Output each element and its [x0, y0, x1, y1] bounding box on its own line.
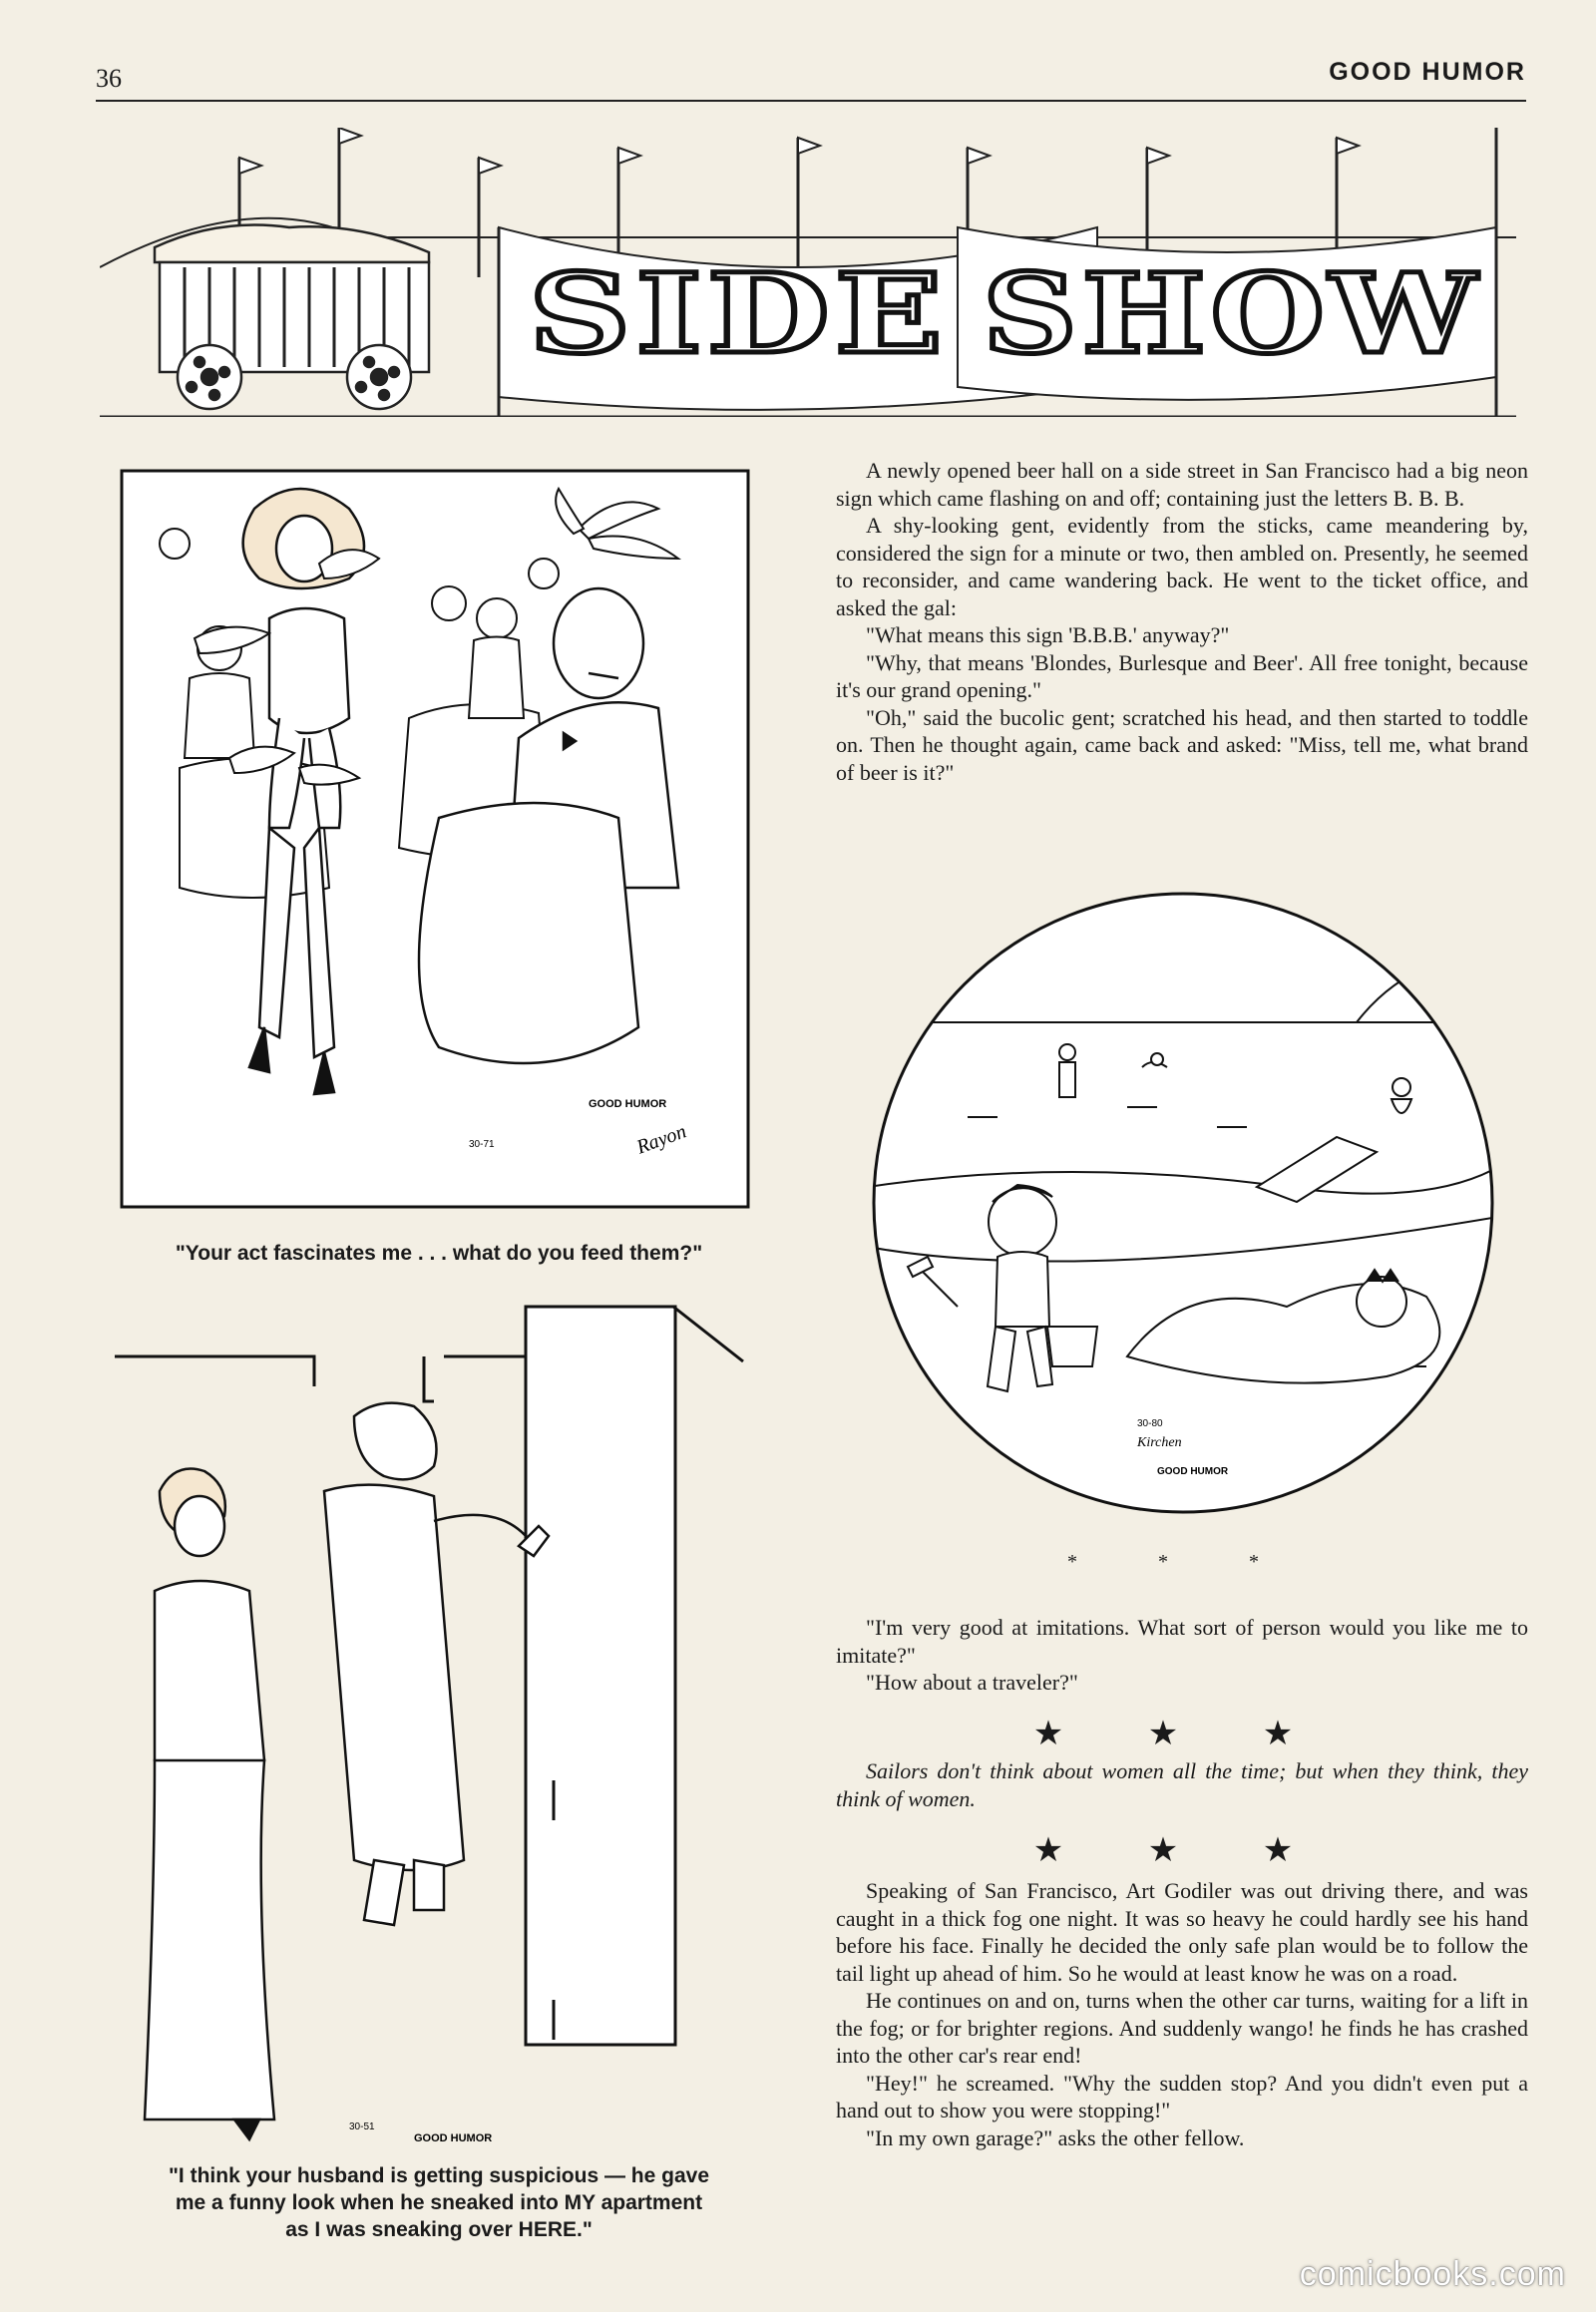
separator-stars: ★ ★ ★ [1032, 1716, 1332, 1752]
cartoon2-code: 30-51 [349, 2121, 375, 2132]
cartoon-dancer-with-birds [120, 469, 750, 1209]
cartoon3-credit: GOOD HUMOR [1157, 1466, 1229, 1477]
cartoon1-code: 30-71 [469, 1139, 495, 1150]
story-paragraph: "How about a traveler?" [866, 1670, 1078, 1695]
banner-word-show: SHOW [983, 249, 1481, 378]
story-paragraph: A shy-looking gent, evidently from the sticks, came meandering by, considered the sign for a minute or two, then ambled on. Presently, he seemed to reconsider, and came wandering back. He went to the ticket office, and asked the gal: [836, 513, 1528, 620]
cartoon1-credit: GOOD HUMOR [589, 1098, 667, 1110]
page-header [96, 54, 1526, 102]
quip-text: Sailors don't think about women all the time; but when they think, they think of women. [836, 1758, 1528, 1811]
story-paragraph: "What means this sign 'B.B.B.' anyway?" [866, 622, 1230, 647]
story-paragraph: "Why, that means 'Blondes, Burlesque and Beer'. All free tonight, because it's our grand opening." [836, 649, 1528, 702]
side-show-banner [100, 128, 1516, 417]
circus-wagon-icon [155, 225, 429, 410]
story-beer-hall [836, 457, 1528, 786]
story-paragraph: Speaking of San Francisco, Art Godiler was out driving there, and was caught in a thick fog one night. It was so heavy he could hardly see his hand before his face. Finally he decided the only safe plan would be to follow the tail light up ahead of him. So he would at least know he was on a road. [836, 1878, 1528, 1986]
cartoon2-caption-line: "I think your husband is getting suspicious — he gave [168, 2164, 710, 2187]
quip-sailors [836, 1757, 1528, 1812]
cartoon-beach-boy [868, 888, 1498, 1518]
story-paragraph: "In my own garage?" asks the other fellow. [866, 2124, 1245, 2150]
page-number: 36 [96, 64, 122, 93]
story-paragraph: He continues on and on, turns when the other car turns, waiting for a lift in the fog; or for brighter regions. And suddenly wango! he finds he has crashed into the other car's rear end! [836, 1988, 1528, 2068]
cartoon1-signature: Rayon [633, 1120, 689, 1159]
cartoon-doorway-couple [115, 1302, 783, 2159]
story-paragraph: "Oh," said the bucolic gent; scratched his head, and then started to toddle on. Then he thought again, came back and asked: "Miss, tell me, what brand of beer is it?" [836, 704, 1528, 785]
cartoon2-credit: GOOD HUMOR [414, 2132, 493, 2144]
cartoon3-code: 30-80 [1137, 1418, 1163, 1429]
cartoon2-caption-line: me a funny look when he sneaked into MY apartment [175, 2191, 703, 2214]
cartoon1-caption: "Your act fascinates me . . . what do you feed them?" [175, 1242, 703, 1265]
separator-stars: ★ ★ ★ [1032, 1832, 1332, 1869]
separator-asterisks: * * * [1067, 1551, 1297, 1573]
story-paragraph: A newly opened beer hall on a side street in San Francisco had a big neon sign which came flashing on and off; containing just the letters B. B. B. [836, 458, 1528, 511]
cartoon2-caption-line: as I was sneaking over HERE." [285, 2218, 593, 2241]
cartoon3-signature: Kirchen [1137, 1435, 1182, 1450]
cartoon2-caption [100, 2162, 778, 2243]
story-imitations [836, 1614, 1528, 1697]
story-fog [836, 1877, 1528, 2151]
banner-word-side: SIDE [529, 249, 948, 378]
watermark: comicbooks.com [1299, 2255, 1566, 2293]
magazine-title: GOOD HUMOR [1329, 58, 1526, 86]
story-paragraph: "Hey!" he screamed. "Why the sudden stop? And you didn't even put a hand out to show you were stopping!" [836, 2070, 1528, 2122]
story-paragraph: "I'm very good at imitations. What sort of person would you like me to imitate?" [836, 1615, 1528, 1668]
